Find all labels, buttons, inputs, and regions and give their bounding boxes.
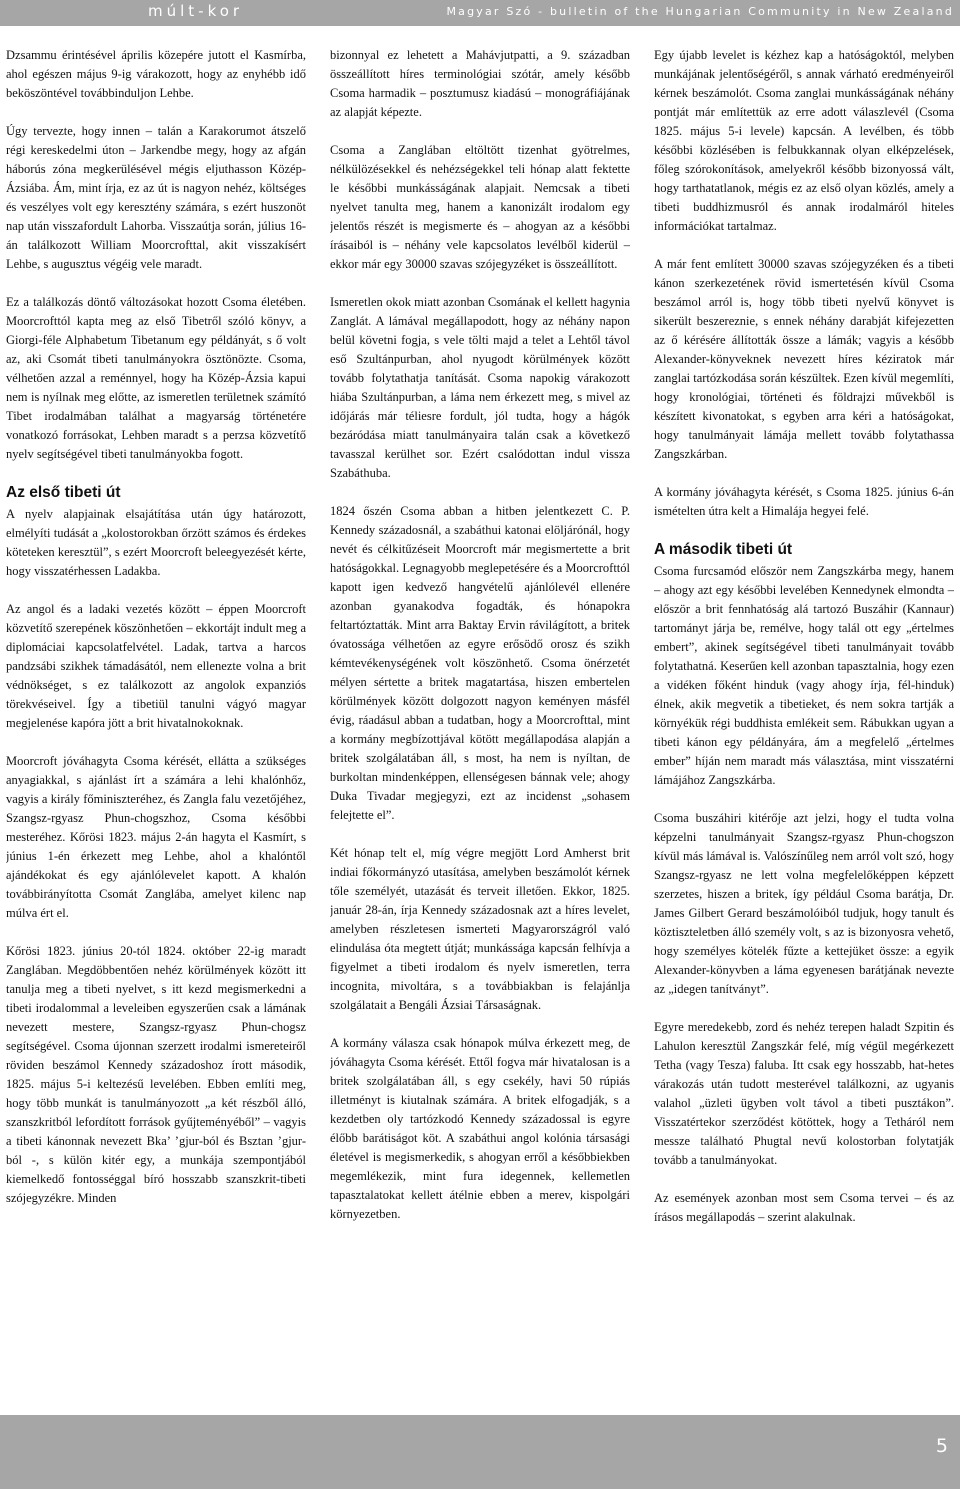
section-heading: Az első tibeti út bbox=[6, 484, 121, 501]
page-number: 5 bbox=[935, 1435, 948, 1457]
paragraph: A kormány válasza csak hónapok múlva érkezett meg, de jóváhagyta Csoma kérését. Ettől fogva már hivatalosan is a britek szolgálatában áll, s egy csekély, havi 50 rúpiás illetményt is kiutalnak számára. A britek elfogadják, s a kezdetben oly tartózkodó Kennedy századossal is egyre élőbb barátiságot köt. A szabáthui angol kolónia társasági életével is megismerkedik, s ahogyan erről a későbbiekben megemlékezik, mint fura idegennek, kellemetlen tapasztalatokat kellett átélnie ebben a merev, kispolgári környezetben. bbox=[330, 1036, 630, 1221]
page-footer bbox=[0, 1415, 960, 1489]
paragraph: Úgy tervezte, hogy innen – talán a Karakorumot átszelő régi kereskedelmi úton – Jarkendbe megy, hogy az afgán háborús zóna megkerülésével mégis eljuthasson Közép-Ázsiába. Ám, mint írja, ez az út is nagyon nehéz, költséges és veszélyes volt egy keresztény számára, s ezért huszonöt nap után visszafordult Lahorba. Visszaútja során, július 16-án találkozott William Moorcrofttal, akit visszakísért Lehbe, s augusztus végéig vele maradt. bbox=[6, 124, 306, 271]
paragraph: Két hónap telt el, míg végre megjött Lord Amherst brit indiai főkormányzó utasítása, amelyben beszámolót kérnek tőle személyét, utazását és terveit illetően. Ekkor, 1825. január 28-án, írja Kennedy századosnak azt a híres levelet, amelyben részletesen ismerteti Magyarországról való elindulása óta megtett útját; munkássága kapcsán felhívja a figyelmet a tibeti irodalom és nyelv ismeretlen, terra incognita, mivoltára, s a továbbiakban is felajánlja szolgálatait a Bengáli Ázsiai Társaságnak. bbox=[330, 846, 630, 1012]
paragraph: 1824 őszén Csoma abban a hitben jelentkezett C. P. Kennedy századosnál, a szabáthui katonai elöljárónál, hogy nevét és célkitűzéseit Moorcroft már megismertette a brit hatóságokkal. Legnagyobb meglepetésére és a Moorcrofttól kapott igen kedvező hangvételű ajánlólevél ellenére azonban gyanakodva fogadták, és hónapokra feltartóztatták. Mint arra Baktay Ervin rávilágított, a britek óvatossága vélhetően az egyre erősödő orosz és szikh kémtevékenységének volt köszönhető. Csoma önérzetét mélyen sértette a britek magatartása, hiszen embertelen körülmények között dolgozott nagyon keményen másfél évig, ráadásul abban a tudatban, hogy a Moorcrofttal, mint a kormány megbízottjával kötött megállapodása alapján a britek szolgálatában áll, s most, ha nem is nyíltan, de burkoltan mindenképpen, ellenségesen bánnak vele; ahogy Duka Tivadar megjegyzi, ezt az incidenst „sohasem felejtette el”. bbox=[330, 504, 630, 822]
masthead-title: Magyar Szó - bulletin of the Hungarian Community in New Zealand bbox=[446, 5, 954, 18]
paragraph: Ismeretlen okok miatt azonban Csomának el kellett hagynia Zanglát. A lámával megállapodott, hogy az néhány napon belül követni fogja, s vele tölti majd a telet a Lehtől távol eső Szultánpurban, ahol nyugodt körülmények között tovább folytathatja tanítását. Csoma napokig várakozott hiába Szultánpurban, a láma nem érkezett meg, s mivel az időjárás már téliesre fordult, jól tudta, hogy a hágók bezáródása miatt tanulmányaira talán csak a következő tavasszal kerülhet sor. Ezért csalódottan indul vissza Szabáthuba. bbox=[330, 295, 630, 480]
paragraph: Moorcroft jóváhagyta Csoma kérését, ellátta a szükséges anyagiakkal, s ajánlást írt a számára a lehi khalónhőz, vagyis a király főminiszteréhez, és Zangla falu vezetőjéhez, Szangsz-rgyasz Phun-chogszhoz, Csoma későbbi mesteréhez. Kőrösi 1823. május 2-án hagyta el Kasmírt, s június 1-én érkezett meg Lehbe, ahol a khalóntől ajándékokat és egy ajánlólevelet kapott. A khalón továbbirányította Csomát Zanglába, amelyet kilenc nap múlva ért el. bbox=[6, 754, 306, 920]
paragraph: Egyre meredekebb, zord és nehéz terepen haladt Szpitin és Lahulon keresztül Zangszkár felé, míg végül megérkezett Tetha (vagy Tesza) faluba. Itt csak egy hosszabb, hat-hetes várakozás után tudott mesterével találkozni, az ugyanis valahol „üzleti ügyben volt távol a tibeti pusztákon”. Visszatértekor szerződést kötöttek, hogy a Tetháról nem messze található Phugtal nevű kolostorban folytatják tovább a tanulmányokat. bbox=[654, 1020, 954, 1167]
paragraph: A nyelv alapjainak elsajátítása után úgy határozott, elmélyíti tudását a „kolostorokban őrzött számos és érdekes köteteken keresztül”, s ezért Moorcroft beleegyezését kérte, hogy visszatérhessen Ladakba. bbox=[6, 507, 306, 578]
paragraph: Kőrösi 1823. június 20-tól 1824. október 22-ig maradt Zanglában. Megdöbbentően nehéz körülmények között itt tanulja meg a tibeti nyelvet, s itt kezd megismerkedni a tibeti irodalommal a leveleiben egyszerűen csak a lámának nevezett mestere, Szangsz-rgyasz Phun-chogsz segítségével. Csoma újonnan szerzett irodalmi ismereteiről röviden beszámol Kennedy századoshoz írott második, 1825. május 5-i keltezésű levelében. Ebben említi meg, hogy több munkát is tanulmányozott „a két részből álló, szanszkritból lefordított források gyűjteményéből” – vagyis a tibeti kánonnak nevezett Bka’ ’gjur-ból és Bsztan ’gjur-ból -, s külön kitér egy, a munkája szempontjából kiemelkedő fontosséggal bíró hosszabb szanszkrit-tibeti szójegyzékre. Minden bbox=[6, 944, 306, 1205]
paragraph: Dzsammu érintésével április közepére jutott el Kasmírba, ahol egészen május 9-ig várakozott, hogy az enyhébb idő beköszöntével továbbinduljon Lehbe. bbox=[6, 48, 306, 100]
text-column-3 bbox=[654, 46, 954, 1396]
text-column-2 bbox=[330, 46, 630, 1396]
paragraph: Ez a találkozás döntő változásokat hozott Csoma életében. Moorcrofttól kapta meg az első Tibetről szóló könyv, a Giorgi-féle Alphabetum Tibetanum egy példányát, s ő volt az, aki Csomát tibeti tanulmányokra ösztönözte. Csoma, vélhetően azzal a reménnyel, hogy ha Közép-Ázsia kapui nem is nyílnak meg előtte, az ismeretlen területnek számító Tibet irodalmában találhat a magyarság történetére vonatkozó forrásokat, Lehben maradt s a perzsa közvetítő nyelv segítségével tibeti tanulmányokba fogott. bbox=[6, 295, 306, 461]
text-column-1 bbox=[6, 46, 306, 1396]
paragraph: Az angol és a ladaki vezetés között – éppen Moorcroft közvetítő szerepének köszönhetően – ekkortájt indult meg a diplomáciai kapcsolatfelvétel. Ladak, tartva a harcos pandzsábi szikhek támadásától, nem ellenezte volna a brit védnökséget, s ez találkozott az angolok expanziós törekvéseivel. Így a tibetiül tanulni vágyó magyar megjelenése kapóra jött a brit hivatalnokoknak. bbox=[6, 602, 306, 730]
paragraph: Csoma a Zanglában eltöltött tizenhat gyötrelmes, nélkülözésekkel és nehézségekkel teli hónap alatt fektette le későbbi munkásságának alapjait. Nemcsak a tibeti nyelvet tanulta meg, hanem a kanonizált irodalom egy jelentős részét is megismerte és – ahogyan az a későbbi írásaiból is – néhány vele kapcsolatos levélből kiderül – ekkor már egy 30000 szavas szójegyzéket is összeállított. bbox=[330, 143, 630, 271]
paragraph: A kormány jóváhagyta kérését, s Csoma 1825. június 6-án ismételten útra kelt a Himalája hegyei felé. bbox=[654, 485, 954, 518]
section-heading: A második tibeti út bbox=[654, 541, 793, 558]
page-header bbox=[0, 0, 960, 26]
paragraph: Az események azonban most sem Csoma tervei – és az írásos megállapodás – szerint alakulnak. bbox=[654, 1191, 954, 1224]
paragraph: bizonnyal ez lehetett a Mahávjutpatti, a 9. században összeállított híres terminológiai szótár, amely később Csoma harmadik – posztumusz kiadású – monográfiájának az alapját képezte. bbox=[330, 48, 630, 119]
paragraph: Csoma buszáhiri kitérője azt jelzi, hogy el tudta volna képzelni tanulmányait Szangsz-rgyasz Phun-chogszon kívül más lámával is. Valószínűleg nem arról volt szó, hogy Szangsz-rgyasz ne lett volna megfelelőképpen képzett szerzetes, hiszen a britek, így például Csoma barátja, Dr. James Gilbert Gerard beszámolóiból tudjuk, hogy tanult és köztiszteletben álló személy volt, s az is bizonyosra vehető, hogy személyes kötelék fűzte a kettejüket össze: a egyik Alexander-könyvben a láma egyenesen barátjának nevezte az „idegen tanítványt”. bbox=[654, 811, 954, 996]
paragraph: A már fent említett 30000 szavas szójegyzéken és a tibeti kánon szerkezetének rövid ismertetésén kívül Csoma beszámol arról is, hogy több tibeti nyelvű könyvet is sikerült beszereznie, s ennek néhány darabját kifejezetten az ő kérésére állították össze a lámák; vagyis a később Alexander-könyveknek nevezett híres kéziratok már zanglai tartózkodása során készültek. Ezen kívül megemlíti, hogy kronológiai, történeti és földrajzi művekből is készített kivonatokat, s egyben arra kéri a hatóságokat, hogy tanulmányait lámája mellett tovább folytathassa Zangszkárban. bbox=[654, 257, 954, 461]
paragraph: Egy újabb levelet is kézhez kap a hatóságoktól, melyben munkájának jelentőségéről, s annak várható eredményeiről kérnek beszámolót. Csoma zanglai munkásságának néhány pontját már említettük az erre adott válaszlevél (Csoma 1825. május 5-i levele) kapcsán. A levélben, és több későbbi közlésében is felbukkannak olyan elképzelések, főleg szórokonítások, amelyekről később bizonyossá vált, hogy tarthatatlanok, mégis ez az első olyan közlés, amely a tibeti buddhizmusról és annak irodalmáról hiteles információkat tartalmaz. bbox=[654, 48, 954, 233]
brand-title: múlt-kor bbox=[148, 2, 244, 20]
paragraph: Csoma furcsamód először nem Zangszkárba megy, hanem – ahogy azt egy későbbi levelében Kennedynek elmondta – először a brit fennhatóság alá tartozó Buszáhir (Kannaur) tartományt járja be, remélve, hogy talál ott egy „értelmes embert”, akinek segítségével tibeti tanulmányait tovább folytathatná. Keserűen kell azonban tapasztalnia, hogy ezen a vidéken főként hinduk (vagy ahogy írja, fél-hinduk) élnek, akik megvetik a tibetieket, és nem sokra tartják a környékük régi buddhista emlékeit sem. Rábukkan ugyan a tibeti kánon egy példányára, ám a megfelelő „értelmes ember” híján nem maradt más választása, mint visszatérni lámájához Zangszkárba. bbox=[654, 564, 954, 787]
